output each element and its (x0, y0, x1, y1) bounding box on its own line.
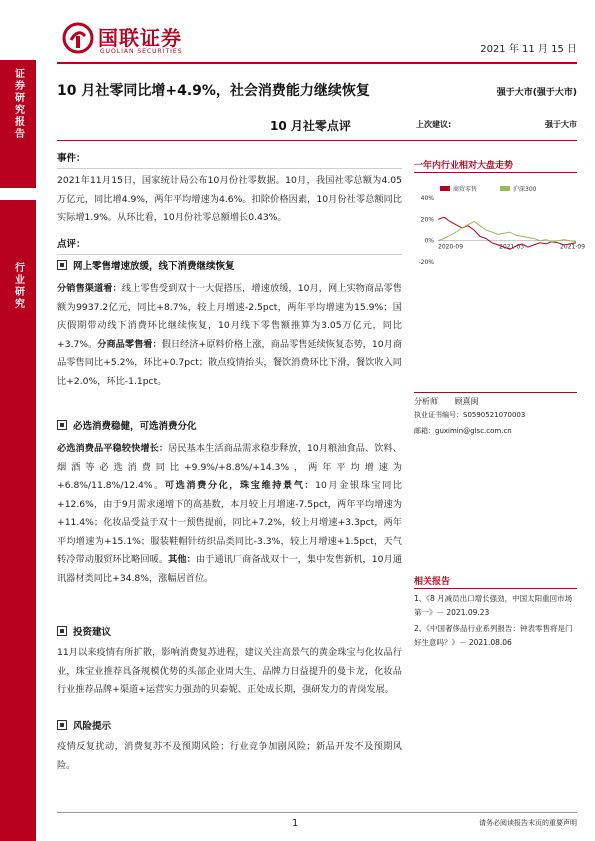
y-tick-label: 20% (420, 216, 434, 224)
review-s1-text-a: 线上零售受到双十一大促搭压，增速放缓，10月，网上实物商品零售额为9937.2亿元，同比+8.7%，较上月增速-2.5pct，两年平均增速为15.9%；国庆假期带动线下消费环比继续恢复，10月线下零售额推算为3.05万亿元，同比+3.7%。 (57, 283, 402, 350)
events-text: 2021年11月15日，国家统计局公布10月份社零数据。10月，我国社零总额为4.05万亿元，同比增4.9%，两年平均增速为4.6%。扣除价格因素，10月份社零总额同比实际增1.9%。从环比看，10月份社零总额增长0.43%。 (57, 175, 402, 223)
risk-text: 疫情反复扰动，消费复苏不及预期风险；行业竞争加剧风险；新品开发不及预期风险。 (57, 741, 402, 771)
review-rule (57, 254, 402, 255)
events-rule (57, 168, 402, 169)
review-s1-title: 网上零售增速放缓，线下消费继续恢复 (73, 261, 235, 272)
events-heading: 事件： (57, 153, 86, 164)
analyst-name: 顾熹闽 (454, 397, 479, 406)
related-report-1[interactable]: 1、《8 月减员出口增长强劲，中国太阳重回市场第一》－ 2021.09.23 (414, 594, 573, 617)
review-s2-text-c: 由于通讯厂商备战双十一，集中发售新机，10月通讯器材类同比+34.8%，涨幅居首位。 (57, 554, 403, 584)
footer-disclaimer: 请务必阅读报告末页的重要声明 (479, 819, 577, 827)
review-s2-body (57, 440, 402, 588)
email-row (414, 426, 512, 436)
title-divider (57, 140, 577, 141)
strip-label-report-type: 证券研究报告 (0, 60, 36, 188)
cert-number: S0590521070003 (463, 411, 526, 419)
analyst-rule (414, 392, 577, 393)
review-s2-lead: 必选消费品平稳较快增长： (57, 443, 169, 454)
events-section (57, 150, 402, 169)
report-subtitle: 10 月社零点评 (270, 119, 351, 133)
chart-title: 一年内行业相对大盘走势 (414, 161, 514, 171)
review-s1-body (57, 280, 402, 391)
y-tick-label: -20% (418, 259, 434, 266)
guolian-logo-icon (62, 22, 94, 54)
email-link[interactable]: guximin@glsc.com.cn (435, 427, 512, 435)
bullet-icon (57, 260, 67, 270)
bullet-icon (57, 420, 67, 430)
events-body (57, 172, 402, 228)
review-s1-lead: 分销售渠道看： (57, 283, 122, 294)
risk-title: 风险提示 (73, 721, 112, 732)
x-tick-label: 2021-09 (560, 243, 586, 251)
review-heading: 点评： (57, 239, 86, 250)
cert-row (414, 410, 525, 420)
bullet-icon (57, 720, 67, 730)
previous-rating-label: 上次建议: (416, 120, 452, 129)
legend-label: 沪深300 (513, 186, 537, 193)
analyst-row (414, 396, 479, 407)
related-rule (414, 588, 577, 589)
footer-rule (57, 812, 577, 813)
logo-chinese-name: 国联证券 (98, 26, 182, 50)
strip-label-industry: 行业研究 (0, 200, 36, 841)
y-tick-label: 0% (424, 237, 434, 245)
review-s1-text-b: 假日经济+原料价格上涨，商品零售延续恢复态势，10月商品零售同比+5.2%，环比+0.7pct；散点疫情抬头，餐饮消费环比下滑，餐饮收入同比+2.0%，环比-1.1pct。 (57, 338, 403, 387)
page-number: 1 (292, 818, 299, 829)
review-s2-lead3: 其他： (168, 554, 196, 565)
legend-swatch (440, 186, 450, 191)
related-report-2[interactable]: 2、《中国奢侈品行业系列报告：钟表零售将是门好生意吗？》－ 2021.08.06 (414, 624, 573, 647)
relative-performance-chart (400, 178, 586, 268)
previous-rating-value: 强于大市 (545, 120, 577, 129)
report-title: 10 月社零同比增+4.9%，社会消费能力继续恢复 (57, 83, 370, 99)
y-tick-label: 40% (420, 195, 434, 202)
cert-label: 执业证书编号： (414, 411, 463, 419)
risk-head (57, 718, 402, 737)
legend-label: 商贸零售 (453, 186, 478, 193)
review-heading-wrap (57, 236, 402, 255)
bullet-icon (57, 626, 67, 636)
x-tick-label: 2020-09 (438, 243, 464, 251)
risk-body (57, 738, 402, 775)
x-tick-label: 2021-03 (499, 243, 525, 251)
header-divider (57, 62, 577, 64)
review-s1-lead2: 分商品零售看： (97, 338, 162, 350)
analyst-label: 分析师 (414, 397, 438, 406)
series-line (438, 222, 576, 242)
chart-title-rule (414, 172, 577, 173)
review-s2-title: 必选消费稳健，可选消费分化 (73, 421, 197, 432)
review-s2-text-a: 居民基本生活商品需求稳步释放，10月粮油食品、饮料、烟酒等必选消费同比+9.9%/+8.8%/+14.3%，两年平均增速为+6.8%/11.8%/12.4%。 (57, 443, 402, 491)
report-date: 2021 年 11 月 15 日 (480, 44, 577, 55)
review-s2-head (57, 418, 402, 437)
review-s2-text-b: 10月金银珠宝同比+12.6%，由于9月需求递增下的高基数，本月较上月增速-7.5pct，两年平均增速为+11.4%；化妆品受益于双十一预售提前，同比+7.2%，较上月增速+3.3pct，两年平均增速为+15.1%；服装鞋帽针纺织品类同比-3.3%，较上月增速+1.5pct，天气转冷带动服贸环比略回暖。 (57, 480, 402, 565)
investment-title: 投资建议 (73, 627, 112, 638)
investment-head (57, 624, 402, 643)
investment-body (57, 644, 402, 700)
review-s1-head (57, 258, 402, 277)
legend-swatch (500, 186, 510, 191)
review-s2-lead2: 可选消费分化，珠宝维持景气： (164, 480, 316, 491)
logo-english-name: GUOLIAN SECURITIES (100, 48, 183, 55)
industry-rating: 强于大市(强于大市) (496, 88, 577, 98)
email-label: 邮箱： (414, 427, 435, 435)
related-reports-title: 相关报告 (414, 577, 451, 587)
investment-text: 11月以来疫情有所扩散，影响消费复苏进程，建议关注高景气的黄金珠宝与化妆品行业，珠宝业推荐具备规模优势的头部企业周大生、品牌力日益提升的曼卡龙，化妆品行业推荐品牌+渠道+运营实力强劲的贝泰妮、正处成长期，强研发力的青岗发展。 (57, 647, 402, 695)
